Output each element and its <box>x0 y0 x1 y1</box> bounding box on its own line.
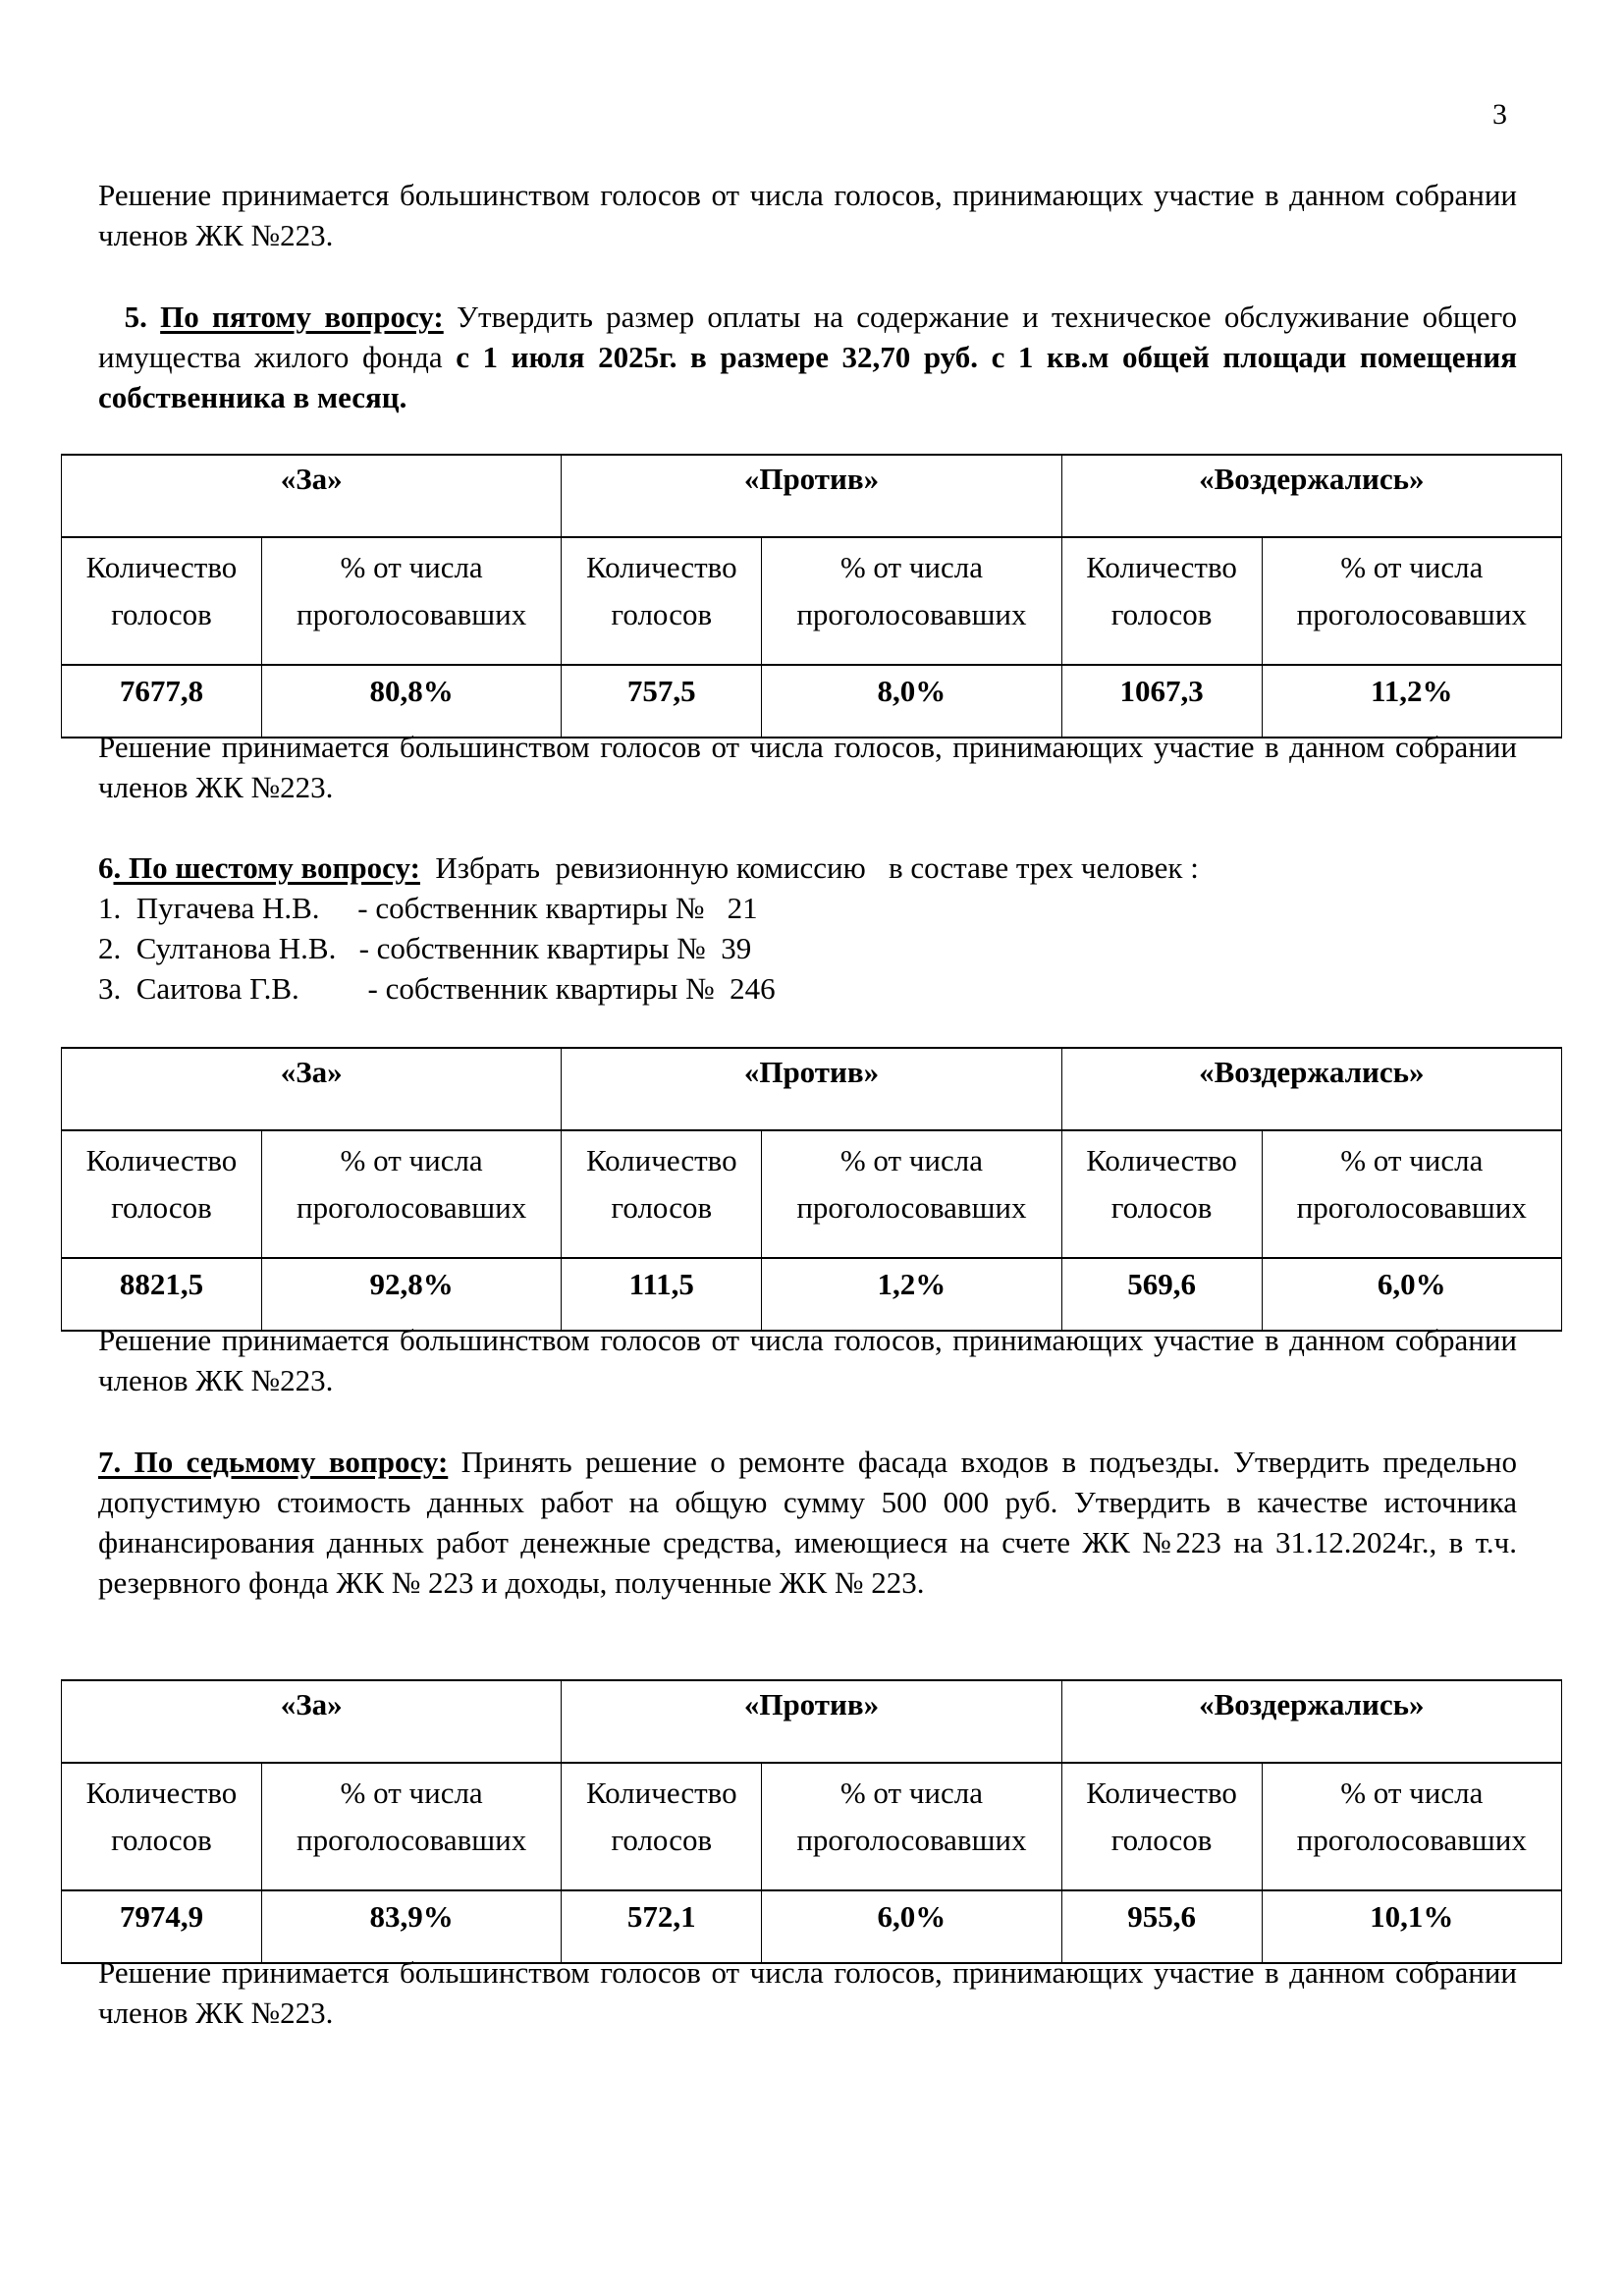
abstain-percent: 11,2% <box>1262 665 1561 738</box>
for-percent: 92,8% <box>261 1258 561 1331</box>
header-abstain: «Воздержались» <box>1061 1680 1561 1763</box>
for-count: 7974,9 <box>62 1890 262 1963</box>
header-for: «За» <box>62 1680 562 1763</box>
header-count: Количество голосов <box>62 1130 262 1258</box>
header-count: Количество голосов <box>562 537 762 665</box>
header-against: «Против» <box>562 1048 1061 1130</box>
header-count: Количество голосов <box>62 537 262 665</box>
abstain-count: 1067,3 <box>1061 665 1262 738</box>
header-against: «Против» <box>562 1680 1061 1763</box>
for-count: 8821,5 <box>62 1258 262 1331</box>
header-count: Количество голосов <box>1061 537 1262 665</box>
header-percent: % от числа проголосовавших <box>1262 1130 1561 1258</box>
question-5-label: По пятому вопросу: <box>160 300 444 334</box>
question-7-label: 7. По седьмому вопросу: <box>98 1445 449 1479</box>
question-7-text: Принять решение о ремонте фасада входов в подъезды. Утвердить предельно допустимую стоимость данных работ на общую сумму 500 000 руб. Утвердить в качестве источника финансирования данных работ денежные средства, имеющиеся на счете ЖК №223 на 31.12.2024г., в т.ч. резервного фонда ЖК № 223 и доходы, полученные ЖК № 223. <box>98 1445 1517 1600</box>
against-percent: 6,0% <box>762 1890 1061 1963</box>
abstain-percent: 6,0% <box>1262 1258 1561 1331</box>
question-6-number: 6 <box>98 850 114 885</box>
header-abstain: «Воздержались» <box>1061 455 1561 537</box>
question-7 <box>98 1442 1517 1603</box>
member-item: 3. Саитова Г.В. - собственник квартиры № 246 <box>98 971 776 1006</box>
decision-text-q5: Решение принимается большинством голосов от числа голосов, принимающих участие в данном собрании членов ЖК №223. <box>98 730 1517 804</box>
header-percent: % от числа проголосовавших <box>762 1130 1061 1258</box>
question-6-text: Избрать ревизионную комиссию в составе трех человек : <box>419 850 1199 885</box>
member-item: 2. Султанова Н.В. - собственник квартиры № 39 <box>98 931 752 965</box>
vote-table-q5 <box>61 454 1562 738</box>
header-count: Количество голосов <box>562 1130 762 1258</box>
member-item: 1. Пугачева Н.В. - собственник квартиры № 21 <box>98 891 758 925</box>
vote-table-q7 <box>61 1679 1562 1964</box>
header-for: «За» <box>62 1048 562 1130</box>
question-5 <box>98 297 1517 417</box>
against-percent: 1,2% <box>762 1258 1061 1331</box>
against-percent: 8,0% <box>762 665 1061 738</box>
for-percent: 80,8% <box>261 665 561 738</box>
page-number: 3 <box>1492 98 1507 131</box>
header-percent: % от числа проголосовавших <box>261 537 561 665</box>
abstain-count: 955,6 <box>1061 1890 1262 1963</box>
decision-text-q7: Решение принимается большинством голосов от числа голосов, принимающих участие в данном собрании членов ЖК №223. <box>98 1955 1517 2030</box>
header-count: Количество голосов <box>562 1763 762 1890</box>
header-against: «Против» <box>562 455 1061 537</box>
vote-table-q6 <box>61 1047 1562 1332</box>
header-percent: % от числа проголосовавших <box>762 1763 1061 1890</box>
header-percent: % от числа проголосовавших <box>1262 1763 1561 1890</box>
abstain-percent: 10,1% <box>1262 1890 1561 1963</box>
question-5-number: 5. <box>124 300 147 334</box>
for-count: 7677,8 <box>62 665 262 738</box>
against-count: 111,5 <box>562 1258 762 1331</box>
header-abstain: «Воздержались» <box>1061 1048 1561 1130</box>
against-count: 757,5 <box>562 665 762 738</box>
header-for: «За» <box>62 455 562 537</box>
abstain-count: 569,6 <box>1061 1258 1262 1331</box>
decision-text-q6: Решение принимается большинством голосов от числа голосов, принимающих участие в данном собрании членов ЖК №223. <box>98 1323 1517 1397</box>
header-percent: % от числа проголосовавших <box>261 1130 561 1258</box>
header-percent: % от числа проголосовавших <box>261 1763 561 1890</box>
header-count: Количество голосов <box>1061 1130 1262 1258</box>
header-count: Количество голосов <box>1061 1763 1262 1890</box>
decision-text-q4: Решение принимается большинством голосов от числа голосов, принимающих участие в данном собрании членов ЖК №223. <box>98 178 1517 252</box>
against-count: 572,1 <box>562 1890 762 1963</box>
header-percent: % от числа проголосовавших <box>1262 537 1561 665</box>
question-5-bold-text: с 1 июля 2025г. в размере 32,70 руб. с 1 кв.м общей площади помещения собственника в месяц. <box>98 340 1517 414</box>
header-count: Количество голосов <box>62 1763 262 1890</box>
header-percent: % от числа проголосовавших <box>762 537 1061 665</box>
for-percent: 83,9% <box>261 1890 561 1963</box>
question-6-label: . По шестому вопросу: <box>113 850 420 885</box>
question-6 <box>98 847 1199 888</box>
question-5-text: Утвердить размер оплаты на содержание и техническое обслуживание общего имущества жилого фонда <box>98 300 1517 374</box>
